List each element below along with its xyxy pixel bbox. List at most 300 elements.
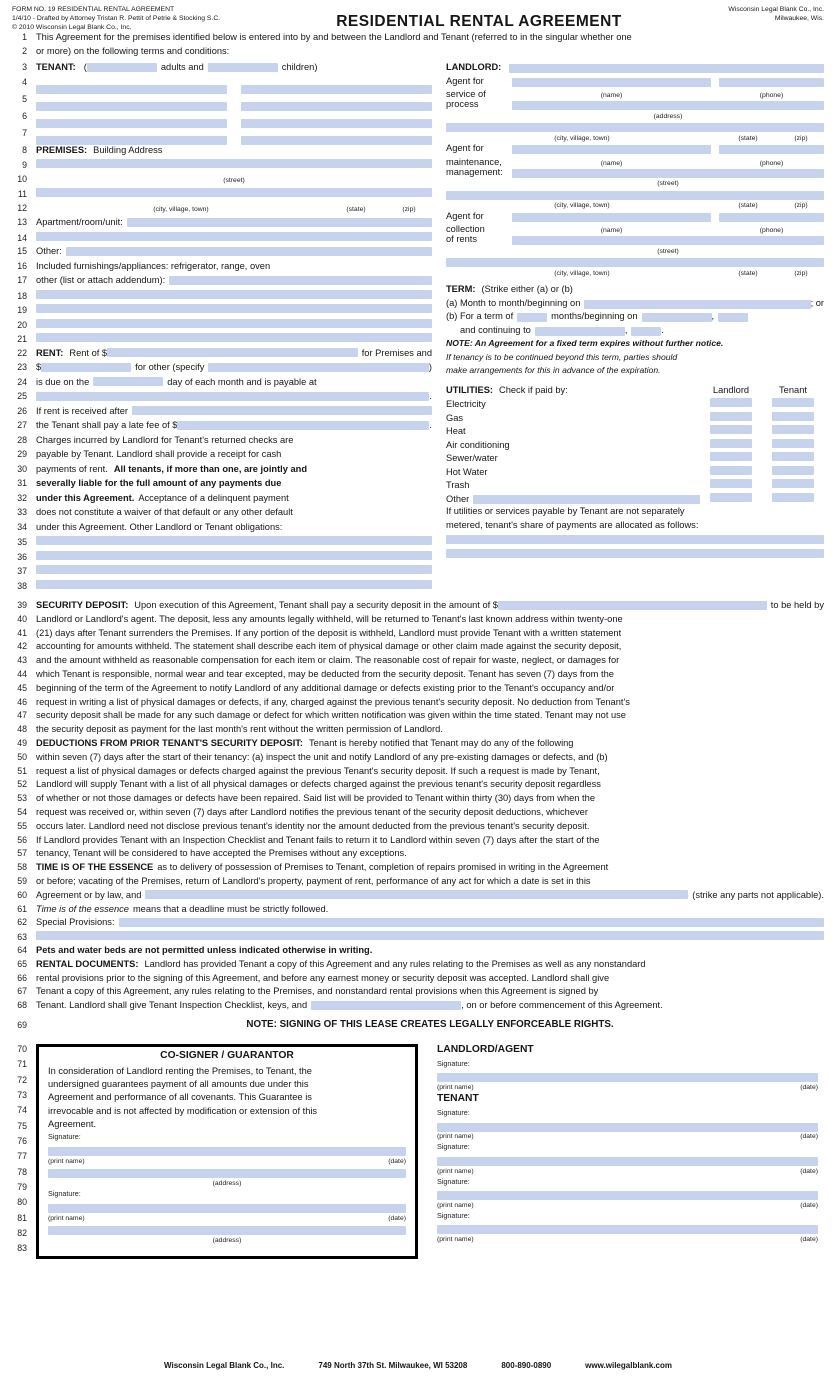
term-begin-year-blank[interactable] (718, 313, 748, 322)
signature-line-row (48, 1145, 406, 1158)
agent-label: management: (446, 166, 503, 177)
rent-late-date-blank[interactable] (132, 406, 432, 415)
name-caption: (name) (600, 159, 623, 167)
security-deposit-heading: SECURITY DEPOSIT: (36, 600, 129, 611)
term-text: . (661, 324, 665, 335)
agent-city-blank[interactable] (446, 258, 824, 267)
publisher-line: Wisconsin Legal Blank Co., Inc. (728, 6, 824, 13)
line-number: 69 (17, 1019, 27, 1030)
other-label: Other: (36, 246, 62, 257)
utility-tenant-checkbox[interactable] (772, 439, 814, 448)
obligations-blank[interactable] (36, 536, 432, 545)
blank-field[interactable] (36, 290, 432, 299)
line-number: 81 (17, 1212, 27, 1223)
signature-line-row (437, 1189, 818, 1202)
utility-landlord-checkbox[interactable] (710, 493, 752, 502)
utility-tenant-checkbox[interactable] (772, 466, 814, 475)
signature-label-row (437, 1142, 818, 1155)
deductions-line (12, 766, 824, 780)
line-number: 22 (17, 347, 27, 358)
rent-payable-blank[interactable] (36, 392, 429, 401)
agent-city-blank[interactable] (446, 123, 824, 132)
signature-label-row (437, 1211, 818, 1224)
term-note-text: If tenancy is to be continued beyond this term, parties should (446, 351, 678, 362)
apartment-blank[interactable] (127, 218, 432, 227)
term-text: , (624, 324, 628, 335)
address-caption: (address) (212, 1236, 242, 1244)
agent-name-blank[interactable] (512, 213, 711, 222)
term-note-text: make arrangements for this in advance of the expiration. (446, 365, 661, 376)
term-heading: TERM: (446, 284, 476, 295)
paragraph-line: occurs later. Landlord need not disclose previous tenant's identity nor the amount deducted from the previous tenant's security deposit. (36, 820, 590, 831)
time-essence-row (12, 890, 824, 904)
premises-subheading: Building Address (93, 144, 163, 155)
line-number: 65 (17, 958, 27, 969)
utility-tenant-checkbox[interactable] (772, 412, 814, 421)
time-essence-text: (strike any parts not applicable). (692, 889, 824, 900)
line-number: 20 (17, 319, 27, 330)
rent-text: $ (36, 362, 42, 373)
street-caption: (street) (657, 247, 679, 255)
signature-label: Signature: (48, 1131, 81, 1141)
line-number: 27 (17, 420, 27, 431)
rent-due-day-blank[interactable] (93, 377, 163, 386)
deductions-line (12, 848, 824, 862)
term-months-blank[interactable] (517, 313, 547, 322)
form-info-line: FORM NO. 19 RESIDENTIAL RENTAL AGREEMENT (12, 6, 175, 13)
print-name-caption: (print name) (437, 1167, 474, 1175)
utility-landlord-checkbox[interactable] (710, 452, 752, 461)
footer-company: Wisconsin Legal Blank Co., Inc. (163, 1361, 285, 1370)
rent-text: day of each month and is payable at (167, 376, 317, 387)
rent-text: for other (specify (135, 362, 205, 373)
signature-caption-row (437, 1202, 818, 1211)
security-deposit-text: Upon execution of this Agreement, Tenant shall pay a security deposit in the amount of $ (134, 600, 498, 611)
blank-row (12, 580, 432, 595)
agent-phone-blank[interactable] (719, 145, 824, 154)
utility-label: Heat (446, 426, 466, 437)
utility-row (446, 479, 824, 493)
utilities-check-label: Check if paid by: (499, 384, 568, 395)
line-number: 74 (17, 1105, 27, 1116)
agent-city-blank[interactable] (446, 191, 824, 200)
line-number: 9 (22, 160, 27, 171)
line-number: 77 (17, 1151, 27, 1162)
street-caption-row (446, 180, 824, 189)
signature-section (12, 1044, 824, 1259)
rent-text-bold: severally liable for the full amount of any payments due (36, 478, 282, 489)
line-number: 51 (17, 765, 27, 776)
page-title: RESIDENTIAL RENTAL AGREEMENT (336, 13, 622, 30)
line-number: 53 (17, 793, 27, 804)
utility-other-blank[interactable] (473, 495, 700, 504)
furnishings-text: other (list or attach addendum): (36, 275, 166, 286)
footer (12, 1361, 824, 1374)
publisher-info (684, 6, 824, 24)
other-row (12, 246, 432, 261)
blank-field[interactable] (36, 232, 432, 241)
tenant-signature-blank[interactable] (437, 1157, 818, 1166)
term-month-start-blank[interactable] (584, 300, 810, 309)
paragraph-line: Landlord or Landlord's agent. The deposit, less any amounts legally withheld, will be returned to Tenant's last known address within twenty-one (36, 613, 623, 624)
tenant-name-blank[interactable] (36, 136, 227, 145)
rent-text: Rent of $ (69, 347, 108, 358)
state-caption: (state) (346, 205, 366, 213)
agent-service-row (446, 99, 824, 113)
term-continuing-row (446, 325, 824, 339)
agent-street-blank[interactable] (512, 236, 824, 245)
line-number: 83 (17, 1243, 27, 1254)
tenant-heading: TENANT: (36, 62, 76, 73)
line-number: 25 (17, 391, 27, 402)
utility-row (446, 398, 824, 412)
agent-label: Agent for (446, 210, 484, 221)
line-number: 38 (17, 580, 27, 591)
line-number: 60 (17, 889, 27, 900)
landlord-signature-blank[interactable] (437, 1073, 818, 1082)
landlord-name-blank[interactable] (509, 64, 824, 73)
agent-service-row (446, 89, 824, 99)
signature-label-row (437, 1059, 818, 1072)
street-caption: (street) (223, 176, 245, 184)
paragraph-line: accounting for amounts withheld. The statement shall describe each item of physical damage or other claim made against the security deposit, (36, 641, 622, 652)
rental-documents-row (12, 1000, 824, 1014)
security-deposit-line (12, 724, 824, 738)
line-number: 82 (17, 1228, 27, 1239)
line-number: 56 (17, 834, 27, 845)
agent-maintenance-row (446, 167, 824, 181)
tenant-name-blank[interactable] (36, 102, 227, 111)
line-number: 21 (17, 334, 27, 345)
agent-phone-blank[interactable] (719, 78, 824, 87)
rent-row-34 (12, 522, 432, 537)
pets-text: Pets and water beds are not permitted unless indicated otherwise in writing. (36, 945, 373, 955)
rent-text: is due on the (36, 376, 90, 387)
utility-row (446, 412, 824, 426)
paragraph-line: security deposit shall be made for any such damage or defect for which written notification was given within the time stated. Tenant may not use (36, 710, 626, 721)
security-deposit-line (12, 710, 824, 724)
state-caption: (state) (738, 269, 758, 277)
paragraph-line: tenancy, Tenant will be considered to have accepted the Premises without any exceptions. (36, 848, 407, 859)
utility-landlord-checkbox[interactable] (710, 412, 752, 421)
city-caption: (city, village, town) (554, 202, 610, 210)
rent-row-24 (12, 377, 432, 392)
rental-documents-text: Tenant. Landlord shall give Tenant Inspection Checklist, keys, and (36, 1000, 308, 1011)
utility-tenant-checkbox[interactable] (772, 452, 814, 461)
special-provisions-blank[interactable] (36, 931, 824, 940)
address-caption-row (48, 1237, 406, 1246)
signature-caption-row (437, 1084, 818, 1093)
special-provisions-row (12, 917, 824, 931)
term-text: (b) For a term of (446, 311, 514, 322)
term-note-text: NOTE: An Agreement for a fixed term expires without further notice. (446, 338, 724, 349)
rent-other-amount-blank[interactable] (41, 363, 131, 372)
name-caption: (name) (600, 227, 623, 235)
agent-maintenance-row (446, 143, 824, 157)
term-note-row (446, 365, 824, 379)
security-deposit-line (12, 697, 824, 711)
premises-address-blank[interactable] (36, 159, 432, 168)
tenant-name-blank[interactable] (241, 119, 432, 128)
line-number: 36 (17, 551, 27, 562)
utility-landlord-checkbox[interactable] (710, 479, 752, 488)
address-line-row (48, 1167, 406, 1180)
blank-field[interactable] (36, 319, 432, 328)
signature-caption-row (48, 1215, 406, 1224)
term-text: (a) Month to month/beginning on (446, 297, 581, 308)
utility-landlord-checkbox[interactable] (710, 425, 752, 434)
term-strike-note: (Strike either (a) or (b) (481, 284, 573, 295)
agent-phone-blank[interactable] (719, 213, 824, 222)
signature-label: Signature: (437, 1142, 470, 1152)
utility-tenant-checkbox[interactable] (772, 425, 814, 434)
term-text: and continuing to (460, 324, 531, 335)
tenant-name-blank[interactable] (241, 102, 432, 111)
deductions-line (12, 752, 824, 766)
agent-address-blank[interactable] (512, 101, 824, 110)
time-essence-row (12, 876, 824, 890)
agent-label: Agent for (446, 143, 484, 154)
landlord-heading-row (446, 62, 824, 76)
rent-row-30 (12, 464, 432, 479)
rent-row-32 (12, 493, 432, 508)
agent-label: service of (446, 89, 486, 100)
state-caption: (state) (738, 134, 758, 142)
address-caption: (address) (653, 112, 683, 120)
utility-label: Hot Water (446, 466, 488, 477)
utilities-note-row (446, 520, 824, 534)
tenant-name-row (12, 77, 432, 94)
blank-row (446, 533, 824, 547)
date-caption: (date) (800, 1235, 818, 1243)
rent-row-22 (12, 348, 432, 363)
agent-name-blank[interactable] (512, 145, 711, 154)
line-number: 49 (17, 738, 27, 749)
security-deposit-line (12, 614, 824, 628)
tenant-name-blank[interactable] (36, 85, 227, 94)
deductions-line (12, 779, 824, 793)
signature-caption-row (437, 1236, 818, 1245)
cosigner-address-blank[interactable] (48, 1226, 406, 1235)
agent-street-blank[interactable] (512, 169, 824, 178)
line-number: 70 (17, 1043, 27, 1054)
rent-row-28 (12, 435, 432, 450)
term-end-date-blank[interactable] (535, 327, 625, 336)
blank-row (12, 551, 432, 566)
note-row (12, 1014, 824, 1036)
rental-documents-row (12, 986, 824, 1000)
utilities-heading-row (446, 385, 824, 399)
agent-maintenance-row (446, 157, 824, 167)
line-number: 78 (17, 1166, 27, 1177)
rental-documents-text: Landlord has provided Tenant a copy of this Agreement and any rules relating to the Premises as well as any nonstandard (144, 958, 646, 969)
time-essence-text: Agreement or by law, and (36, 889, 142, 900)
line-number: 64 (17, 945, 27, 955)
tenant-paren: ( (83, 62, 87, 73)
form-info (12, 6, 274, 32)
print-name-caption: (print name) (437, 1201, 474, 1209)
term-begin-date-blank[interactable] (642, 313, 712, 322)
form-header (12, 6, 824, 32)
form-info-line: 1/4/10 - Drafted by Attorney Tristan R. Pettit of Petrie & Stocking S.C. (12, 14, 221, 22)
utility-landlord-checkbox[interactable] (710, 398, 752, 407)
agent-name-blank[interactable] (512, 78, 711, 87)
rent-specify-blank[interactable] (208, 363, 428, 372)
city-caption-row (12, 203, 432, 218)
term-heading-row (446, 284, 824, 298)
landlord-heading: LANDLORD: (446, 62, 502, 73)
line-number: 26 (17, 405, 27, 416)
tenant-name-blank[interactable] (241, 136, 432, 145)
line-number: 59 (17, 876, 27, 887)
utility-landlord-checkbox[interactable] (710, 439, 752, 448)
left-column (12, 62, 432, 594)
line-number: 66 (17, 972, 27, 983)
cosigner-address-blank[interactable] (48, 1169, 406, 1178)
line-number: 35 (17, 537, 27, 548)
time-essence-row (12, 862, 824, 876)
line-number: 58 (17, 862, 27, 873)
cosigner-text-line: irrevocable and is not affected by modification or extension of this (48, 1105, 318, 1116)
time-essence-italic: Time is of the essence (36, 903, 129, 914)
security-deposit-line (12, 641, 824, 655)
utility-tenant-checkbox[interactable] (772, 479, 814, 488)
rental-documents-text: , on or before commencement of this Agreement. (461, 1000, 663, 1011)
print-name-caption: (print name) (48, 1214, 85, 1222)
rental-documents-row (12, 973, 824, 987)
tenant-name-row (12, 111, 432, 128)
rent-text: Charges incurred by Landlord for Tenant's returned checks are (36, 434, 294, 445)
tenant-signature-blank[interactable] (437, 1123, 818, 1132)
tenant-signature-blank[interactable] (437, 1225, 818, 1234)
tenant-name-blank[interactable] (36, 119, 227, 128)
bottom-line-numbers (12, 1044, 36, 1259)
apartment-label: Apartment/room/unit: (36, 217, 123, 228)
signature-caption-row (48, 1158, 406, 1167)
apartment-row (12, 217, 432, 232)
cosigner-text-line: Agreement and performance of all covenants. This Guarantee is (48, 1092, 312, 1103)
rent-amount-blank[interactable] (107, 348, 358, 357)
term-note-row (446, 338, 824, 352)
time-essence-text: means that a deadline must be strictly followed. (132, 903, 329, 914)
paragraph-line: of whether or not those damages or defects have been repaired. Said list will be provided to Tenant within thirty (30) days from when the (36, 793, 595, 804)
tenant-name-blank[interactable] (241, 85, 432, 94)
blank-row (12, 290, 432, 305)
agent-collection-row (446, 234, 824, 248)
term-option-b-row (446, 311, 824, 325)
time-essence-blank[interactable] (145, 890, 688, 899)
blank-row (12, 319, 432, 334)
line-number: 18 (17, 290, 27, 301)
rent-late-fee-blank[interactable] (177, 421, 429, 430)
time-essence-heading: TIME IS OF THE ESSENCE (36, 862, 154, 873)
furnishings-text: Included furnishings/appliances: refrigerator, range, oven (36, 260, 271, 271)
security-deposit-amount-blank[interactable] (498, 601, 767, 610)
utility-tenant-checkbox[interactable] (772, 493, 814, 502)
signature-label-row (48, 1132, 406, 1145)
line-number: 11 (17, 189, 27, 200)
special-provisions-label: Special Provisions: (36, 917, 115, 928)
cosigner-signature-blank[interactable] (48, 1204, 406, 1213)
agent-collection-row (446, 211, 824, 225)
security-deposit-line (12, 683, 824, 697)
signature-line-row (48, 1202, 406, 1215)
furnishings-blank[interactable] (169, 276, 432, 285)
rent-text: for Premises and (361, 347, 432, 358)
term-end-year-blank[interactable] (631, 327, 661, 336)
blank-field[interactable] (36, 304, 432, 313)
line-number: 75 (17, 1120, 27, 1131)
line-number: 47 (17, 710, 27, 721)
blank-field[interactable] (36, 333, 432, 342)
intro-text: or more) on the following terms and conditions: (36, 46, 230, 57)
security-deposit-heading-row (12, 600, 824, 614)
note-text: NOTE: SIGNING OF THIS LEASE CREATES LEGALLY ENFORCEABLE RIGHTS. (246, 1019, 614, 1031)
date-caption: (date) (800, 1201, 818, 1209)
line-number: 16 (17, 260, 27, 271)
premises-city-blank[interactable] (36, 188, 432, 197)
obligations-blank[interactable] (36, 580, 432, 589)
utilities-allocation-blank[interactable] (446, 549, 824, 558)
utility-landlord-checkbox[interactable] (710, 466, 752, 475)
security-deposit-line (12, 655, 824, 669)
utility-row (446, 452, 824, 466)
date-caption: (date) (388, 1214, 406, 1222)
time-essence-text: or before; vacating of the Premises, return of Landlord's property, payment of rent, performance of any act for which a date is set in this (36, 876, 591, 887)
paragraph-line: Landlord will supply Tenant with a list of all physical damages or defects charged against the previous tenant's security deposit regardless (36, 779, 601, 790)
line-number: 34 (17, 521, 27, 532)
cosigner-signature-blank[interactable] (48, 1147, 406, 1156)
line-number: 24 (17, 376, 27, 387)
obligations-blank[interactable] (36, 565, 432, 574)
line-number: 30 (17, 463, 27, 474)
security-deposit-text: to be held by (770, 600, 824, 611)
term-text: months/beginning on (551, 311, 638, 322)
special-provisions-blank[interactable] (119, 918, 824, 927)
obligations-blank[interactable] (36, 551, 432, 560)
tenant-title: TENANT (437, 1093, 479, 1105)
line-number: 7 (22, 127, 27, 138)
agent-city-row (446, 256, 824, 270)
tenant-signature-blank[interactable] (437, 1191, 818, 1200)
phone-caption: (phone) (759, 159, 784, 167)
blank-row (12, 304, 432, 319)
date-caption: (date) (388, 1157, 406, 1165)
form-info-line: © 2010 Wisconsin Legal Blank Co., Inc. (12, 23, 132, 31)
line-number: 28 (17, 434, 27, 445)
blank-row (446, 547, 824, 561)
two-column-region (12, 62, 824, 594)
signature-label-row (437, 1108, 818, 1121)
signature-label: Signature: (437, 1058, 470, 1068)
paragraph-line: within seven (7) days after the start of their tenancy: (a) inspect the unit and notify Landlord of any pre-existing damages or defects, and (b) (36, 751, 608, 762)
utilities-allocation-blank[interactable] (446, 535, 824, 544)
tenant-children-blank[interactable] (208, 63, 278, 72)
line-number: 46 (17, 696, 27, 707)
deductions-line (12, 835, 824, 849)
phone-caption: (phone) (759, 227, 784, 235)
paragraph-line: which Tenant is responsible, normal wear and tear excepted, may be deducted from the security deposit. Tenant has seven (7) days from the (36, 669, 614, 680)
rent-row-31 (12, 478, 432, 493)
tenant-adults-blank[interactable] (87, 63, 157, 72)
rental-documents-blank[interactable] (311, 1001, 461, 1010)
deductions-line (12, 821, 824, 835)
utility-tenant-checkbox[interactable] (772, 398, 814, 407)
line-number: 61 (17, 903, 27, 914)
other-blank[interactable] (66, 247, 432, 256)
intro-line-1 (12, 32, 824, 46)
name-caption: (name) (600, 92, 623, 100)
